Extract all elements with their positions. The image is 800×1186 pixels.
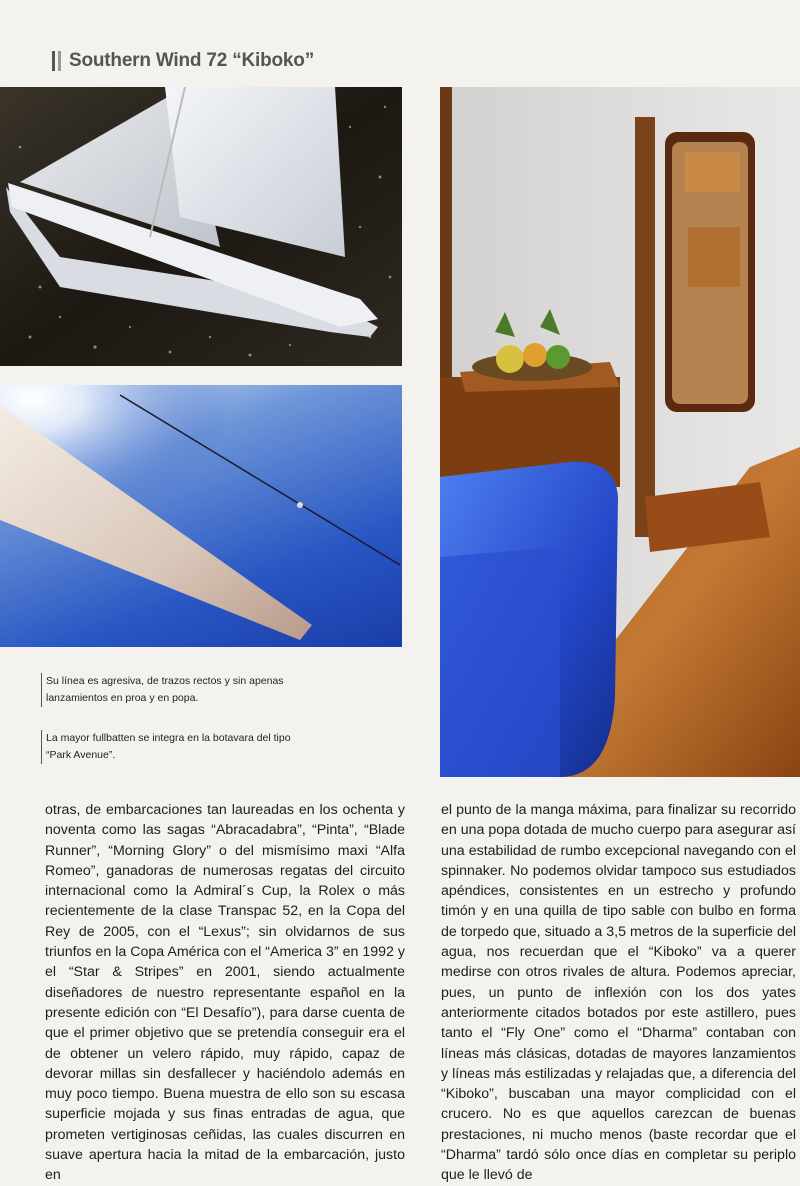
page-header	[52, 46, 314, 76]
cabin-illustration	[440, 87, 800, 777]
photo-caption-2: La mayor fullbatten se integra en la botavara del tipo “Park Avenue”.	[41, 730, 296, 764]
article-text-left-column: otras, de embarcaciones tan laureadas en los ochenta y noventa como las sagas “Abracadabra”, “Pinta”, “Blade Runner”, “Morning Glory” o del mismísimo maxi “Alfa Romeo”, ganadoras de numerosas regatas del circuito internacional como la Admiral´s Cup, la Rolex o más recientemente de la clase Transpac 52, en la Copa del Rey de 2005, con el “Lexus”; sin olvidarnos de sus triunfos en la Copa América con el “America 3” en 1992 y el “Star & Stripes” en 2001, siendo actualmente diseñadores de nuestro representante español en la presente edición con “El Desafío”), para darse cuenta de que el primer objetivo que se pretendía conseguir era el de obtener un velero rápido, muy rápido, capaz de devorar millas sin desfallecer y haciéndolo además en muy poco tiempo. Buena muestra de ello son su escasa superficie mojada y sus finas entradas de agua, que prometen vertiginosas ceñidas, las cuales discurren en suave apertura hacia la mitad de la embarcación, justo en	[45, 802, 405, 1184]
header-bars-decoration	[52, 51, 61, 71]
photo-caption-1: Su línea es agresiva, de trazos rectos y sin apenas lanzamientos en proa y en popa.	[41, 673, 296, 707]
page-title: Southern Wind 72 “Kiboko”	[69, 50, 314, 71]
yacht-sailing-photo	[0, 87, 402, 366]
sail-illustration	[0, 385, 402, 647]
mainsail-boom-photo	[0, 385, 402, 647]
yacht-illustration	[0, 87, 402, 366]
article-text-right-column: el punto de la manga máxima, para finalizar su recorrido en una popa dotada de mucho cuerpo para asegurar así una estabilidad de rumbo excepcional navegando con el spinnaker. No podemos olvidar tampoco sus estudiados apéndices, consistentes en un estrecho y profundo timón y en una quilla de tipo sable con bulbo en forma de torpedo que, situado a 3,5 metros de la superficie del agua, nos recuerdan que el “Kiboko” va a querer medirse con otros rivales de altura. Podemos apreciar, pues, un punto de inflexión con los dos yates anteriormente citados botados por este astillero, pues tanto el “Fly One” como el “Dharma” contaban con líneas más clásicas, dotadas de mayores lanzamientos y líneas más estilizadas y relajadas que, a diferencia del “Kiboko”, buscaban una mayor complicidad con el crucero. No es que aquellos carezcan de buenas prestaciones, ni mucho menos (baste recordar que el “Dharma” tardó sólo once días en completar su periplo que le llevó de	[441, 802, 796, 1184]
cabin-interior-photo	[440, 87, 800, 777]
